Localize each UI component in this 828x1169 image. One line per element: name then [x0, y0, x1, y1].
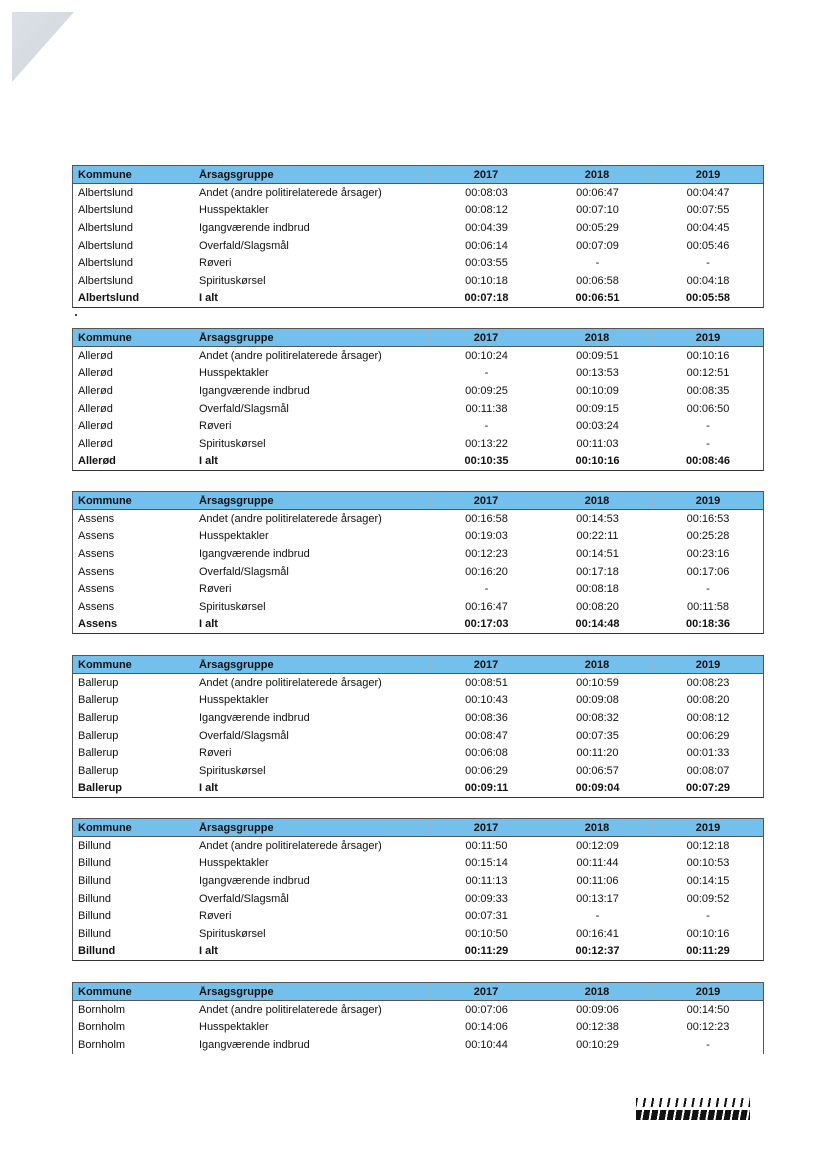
cell-2019: -: [706, 437, 710, 450]
cell-aarsagsgruppe: I alt: [199, 292, 218, 305]
cell-aarsagsgruppe: Andet (andre politirelaterede årsager): [199, 349, 382, 362]
header-kommune: Kommune: [73, 659, 196, 671]
cell-2019: 00:01:33: [686, 747, 730, 760]
table-row: [73, 580, 763, 598]
cell-kommune: Assens: [78, 618, 118, 631]
cell-2018: 00:06:51: [575, 292, 620, 305]
cell-2019: 00:10:53: [686, 857, 730, 870]
cell-kommune: Allerød: [78, 402, 113, 415]
cell-2017: 00:08:36: [465, 711, 508, 724]
header-kommune: Kommune: [73, 332, 196, 344]
table-row: [73, 237, 763, 255]
table-row: [73, 254, 763, 272]
cell-2018: 00:06:57: [576, 764, 619, 777]
header-year: 2017: [431, 986, 542, 998]
cell-aarsagsgruppe: Andet (andre politirelaterede årsager): [199, 1003, 382, 1016]
table-row: [73, 907, 763, 925]
kommune-table: [72, 165, 764, 308]
cell-kommune: Albertslund: [78, 239, 134, 252]
cell-aarsagsgruppe: Røveri: [199, 583, 232, 596]
cell-2017: 00:08:47: [465, 729, 508, 742]
cell-kommune: Assens: [78, 600, 115, 613]
table-row: [73, 692, 763, 710]
cell-2018: 00:12:38: [576, 1021, 619, 1034]
cell-kommune: Billund: [78, 857, 112, 870]
cell-kommune: Ballerup: [78, 747, 119, 760]
cell-2018: 00:06:58: [576, 274, 619, 287]
cell-2018: 00:13:17: [576, 892, 619, 905]
total-row: [73, 943, 763, 961]
cell-2019: 00:08:07: [686, 764, 730, 777]
cell-kommune: Assens: [78, 565, 115, 578]
cell-aarsagsgruppe: I alt: [199, 455, 218, 468]
cell-aarsagsgruppe: Røveri: [199, 257, 232, 270]
table-header: [73, 983, 763, 1001]
cell-2018: 00:12:37: [575, 945, 620, 958]
cell-kommune: Albertslund: [78, 186, 134, 199]
cell-2017: -: [484, 583, 489, 596]
cell-2017: 00:13:22: [465, 437, 508, 450]
cell-aarsagsgruppe: Husspektakler: [199, 204, 269, 217]
cell-2017: -: [484, 420, 489, 433]
kommune-table: [72, 491, 764, 634]
cell-kommune: Assens: [78, 512, 115, 525]
header-aarsagsgruppe: Årsagsgruppe: [196, 986, 431, 998]
cell-aarsagsgruppe: Husspektakler: [199, 1021, 269, 1034]
header-aarsagsgruppe: Årsagsgruppe: [196, 169, 431, 181]
cell-aarsagsgruppe: Igangværende indbrud: [199, 384, 310, 397]
total-row: [73, 780, 763, 798]
cell-aarsagsgruppe: Igangværende indbrud: [199, 221, 310, 234]
header-year: 2019: [695, 494, 721, 507]
cell-aarsagsgruppe: Andet (andre politirelaterede årsager): [199, 186, 382, 199]
cell-2017: 00:11:50: [465, 839, 508, 852]
header-year: 2019: [695, 658, 721, 671]
cell-2018: 00:11:03: [576, 437, 619, 450]
header-year: 2017: [431, 822, 542, 834]
cell-2017: 00:15:14: [465, 857, 508, 870]
cell-2017: 00:10:24: [465, 349, 508, 362]
cell-kommune: Allerød: [78, 367, 113, 380]
cell-kommune: Ballerup: [78, 711, 119, 724]
table-row: [73, 202, 763, 220]
header-year: 2019: [695, 985, 721, 998]
cell-kommune: Ballerup: [78, 676, 119, 689]
cell-kommune: Billund: [78, 874, 112, 887]
header-year: 2018: [542, 169, 653, 181]
cell-2019: 00:05:46: [686, 239, 730, 252]
header-aarsagsgruppe: Årsagsgruppe: [196, 332, 431, 344]
cell-kommune: Assens: [78, 583, 115, 596]
table-header: [73, 819, 763, 837]
cell-2017: 00:12:23: [465, 547, 508, 560]
cell-2019: 00:16:53: [686, 512, 730, 525]
cell-2018: 00:09:51: [576, 349, 619, 362]
cell-2018: 00:08:20: [576, 600, 619, 613]
cell-2019: 00:23:16: [686, 547, 730, 560]
cell-2019: 00:14:50: [686, 1003, 730, 1016]
cell-kommune: Albertslund: [78, 257, 134, 270]
cell-2017: 00:16:47: [465, 600, 508, 613]
page-corner-fold: [12, 12, 74, 82]
cell-2017: 00:09:33: [465, 892, 508, 905]
cell-2019: 00:08:23: [686, 676, 730, 689]
cell-2018: 00:16:41: [576, 927, 619, 940]
cell-kommune: Billund: [78, 945, 116, 958]
cell-kommune: Allerød: [78, 437, 113, 450]
table-row: [73, 563, 763, 581]
cell-2019: -: [706, 910, 710, 923]
cell-2019: 00:08:20: [686, 694, 730, 707]
table-row: [73, 400, 763, 418]
header-year: 2017: [431, 659, 542, 671]
cell-aarsagsgruppe: Andet (andre politirelaterede årsager): [199, 512, 382, 525]
cell-2019: 00:10:16: [686, 349, 730, 362]
cell-kommune: Bornholm: [78, 1038, 126, 1051]
cell-2019: 00:06:50: [686, 402, 730, 415]
table-row: [73, 184, 763, 202]
cell-2017: 00:07:18: [464, 292, 509, 305]
table-row: [73, 727, 763, 745]
cell-2017: 00:16:58: [465, 512, 508, 525]
cell-aarsagsgruppe: Spirituskørsel: [199, 764, 266, 777]
header-year: 2018: [542, 822, 653, 834]
cell-aarsagsgruppe: Røveri: [199, 910, 232, 923]
header-aarsagsgruppe: Årsagsgruppe: [196, 495, 431, 507]
cell-2019: 00:06:29: [686, 729, 730, 742]
cell-2019: 00:04:18: [686, 274, 730, 287]
cell-2018: 00:08:32: [576, 711, 619, 724]
cell-aarsagsgruppe: Spirituskørsel: [199, 437, 266, 450]
table-row: [73, 510, 763, 528]
cell-2017: 00:04:39: [465, 221, 508, 234]
cell-2018: 00:07:09: [576, 239, 619, 252]
cell-2018: 00:07:10: [576, 204, 619, 217]
cell-2019: 00:05:58: [685, 292, 731, 305]
cell-2019: 00:07:55: [686, 204, 730, 217]
cell-2019: 00:17:06: [686, 565, 730, 578]
cell-aarsagsgruppe: Spirituskørsel: [199, 927, 266, 940]
cell-aarsagsgruppe: Igangværende indbrud: [199, 711, 310, 724]
cell-2018: 00:07:35: [576, 729, 619, 742]
table-row: [73, 598, 763, 616]
cell-aarsagsgruppe: Røveri: [199, 747, 232, 760]
cell-kommune: Assens: [78, 530, 115, 543]
kommune-table: [72, 982, 764, 1054]
cell-2019: 00:10:16: [686, 927, 730, 940]
header-year: 2017: [431, 169, 542, 181]
scan-speck: [75, 314, 77, 316]
table-row: [73, 365, 763, 383]
cell-kommune: Allerød: [78, 455, 116, 468]
cell-2018: 00:09:08: [576, 694, 619, 707]
cell-kommune: Ballerup: [78, 782, 123, 795]
table-row: [73, 382, 763, 400]
cell-2019: 00:09:52: [686, 892, 730, 905]
table-row: [73, 674, 763, 692]
cell-2018: 00:14:53: [576, 512, 619, 525]
cell-2017: -: [484, 367, 489, 380]
cell-2018: 00:05:29: [576, 221, 619, 234]
table-row: [73, 855, 763, 873]
table-row: [73, 709, 763, 727]
cell-2017: 00:10:35: [464, 455, 509, 468]
header-year: 2018: [542, 659, 653, 671]
cell-2018: 00:09:04: [575, 782, 620, 795]
cell-aarsagsgruppe: Overfald/Slagsmål: [199, 565, 289, 578]
header-kommune: Kommune: [73, 822, 196, 834]
cell-2018: 00:10:09: [576, 384, 619, 397]
table-header: [73, 656, 763, 674]
cell-2017: 00:07:06: [465, 1003, 508, 1016]
cell-2017: 00:09:25: [465, 384, 508, 397]
cell-kommune: Bornholm: [78, 1021, 126, 1034]
cell-2017: 00:19:03: [465, 530, 508, 543]
cell-2018: 00:09:15: [576, 402, 619, 415]
cell-2018: 00:10:16: [575, 455, 620, 468]
cell-2019: 00:08:35: [686, 384, 730, 397]
header-kommune: Kommune: [73, 495, 196, 507]
cell-2019: 00:08:46: [685, 455, 731, 468]
cell-2017: 00:07:31: [465, 910, 508, 923]
table-row: [73, 1036, 763, 1054]
cell-aarsagsgruppe: Husspektakler: [199, 857, 269, 870]
header-year: 2018: [542, 495, 653, 507]
table-row: [73, 890, 763, 908]
header-year: 2017: [431, 495, 542, 507]
cell-2019: -: [706, 257, 710, 270]
total-row: [73, 616, 763, 634]
barcode-stamp: [636, 1098, 750, 1120]
cell-kommune: Albertslund: [78, 204, 134, 217]
cell-2017: 00:08:12: [465, 204, 508, 217]
cell-2019: 00:07:29: [685, 782, 731, 795]
cell-2018: 00:11:06: [576, 874, 619, 887]
cell-2019: 00:12:18: [686, 839, 730, 852]
cell-2019: 00:12:51: [686, 367, 730, 380]
table-header: [73, 492, 763, 510]
header-year: 2019: [695, 168, 721, 181]
table-row: [73, 417, 763, 435]
cell-aarsagsgruppe: Overfald/Slagsmål: [199, 239, 289, 252]
cell-2017: 00:10:18: [465, 274, 508, 287]
cell-2017: 00:10:44: [465, 1038, 508, 1051]
cell-2017: 00:16:20: [465, 565, 508, 578]
header-kommune: Kommune: [73, 986, 196, 998]
cell-aarsagsgruppe: Overfald/Slagsmål: [199, 402, 289, 415]
cell-2017: 00:17:03: [464, 618, 509, 631]
cell-kommune: Ballerup: [78, 764, 119, 777]
table-row: [73, 872, 763, 890]
table-row: [73, 219, 763, 237]
cell-aarsagsgruppe: Røveri: [199, 420, 232, 433]
cell-aarsagsgruppe: I alt: [199, 618, 218, 631]
cell-2019: 00:04:47: [686, 186, 730, 199]
cell-aarsagsgruppe: Spirituskørsel: [199, 274, 266, 287]
cell-2019: 00:08:12: [686, 711, 730, 724]
cell-aarsagsgruppe: Spirituskørsel: [199, 600, 266, 613]
cell-aarsagsgruppe: Overfald/Slagsmål: [199, 729, 289, 742]
header-aarsagsgruppe: Årsagsgruppe: [196, 822, 431, 834]
cell-kommune: Billund: [78, 892, 112, 905]
cell-2017: 00:11:29: [464, 945, 509, 958]
cell-kommune: Billund: [78, 927, 112, 940]
cell-aarsagsgruppe: Igangværende indbrud: [199, 1038, 310, 1051]
header-year: 2018: [542, 332, 653, 344]
cell-kommune: Albertslund: [78, 292, 140, 305]
cell-kommune: Billund: [78, 839, 112, 852]
cell-2018: 00:17:18: [576, 565, 619, 578]
header-aarsagsgruppe: Årsagsgruppe: [196, 659, 431, 671]
cell-aarsagsgruppe: I alt: [199, 782, 218, 795]
cell-kommune: Ballerup: [78, 729, 119, 742]
cell-2017: 00:08:51: [465, 676, 508, 689]
table-row: [73, 1019, 763, 1037]
header-year: 2017: [431, 332, 542, 344]
cell-2018: 00:11:20: [576, 747, 619, 760]
cell-2017: 00:08:03: [465, 186, 508, 199]
cell-2017: 00:06:14: [465, 239, 508, 252]
cell-kommune: Ballerup: [78, 694, 119, 707]
cell-2018: 00:10:59: [576, 676, 619, 689]
total-row: [73, 453, 763, 471]
cell-kommune: Allerød: [78, 349, 113, 362]
cell-2018: 00:14:51: [576, 547, 619, 560]
cell-2018: 00:08:18: [576, 583, 619, 596]
cell-2019: 00:04:45: [686, 221, 730, 234]
cell-2019: 00:25:28: [686, 530, 730, 543]
cell-2019: -: [706, 420, 710, 433]
cell-2017: 00:11:38: [465, 402, 508, 415]
cell-2019: -: [706, 1038, 710, 1051]
cell-2018: -: [595, 257, 600, 270]
cell-2017: 00:10:43: [465, 694, 508, 707]
cell-2017: 00:11:13: [465, 874, 508, 887]
header-kommune: Kommune: [73, 169, 196, 181]
header-year: 2018: [542, 986, 653, 998]
table-header: [73, 166, 763, 184]
cell-2019: 00:11:58: [686, 600, 729, 613]
table-row: [73, 528, 763, 546]
cell-aarsagsgruppe: Andet (andre politirelaterede årsager): [199, 676, 382, 689]
cell-2018: 00:13:53: [576, 367, 619, 380]
cell-2018: 00:12:09: [576, 839, 619, 852]
cell-kommune: Bornholm: [78, 1003, 126, 1016]
kommune-table: [72, 655, 764, 798]
cell-2017: 00:09:11: [464, 782, 509, 795]
cell-2018: 00:14:48: [575, 618, 620, 631]
cell-2019: 00:14:15: [686, 874, 730, 887]
table-row: [73, 435, 763, 453]
cell-2019: 00:12:23: [686, 1021, 730, 1034]
cell-2018: 00:09:06: [576, 1003, 619, 1016]
cell-2018: 00:10:29: [576, 1038, 619, 1051]
cell-aarsagsgruppe: Husspektakler: [199, 367, 269, 380]
table-header: [73, 329, 763, 347]
table-row: [73, 1001, 763, 1019]
cell-aarsagsgruppe: I alt: [199, 945, 218, 958]
header-year: 2019: [695, 821, 721, 834]
table-row: [73, 837, 763, 855]
cell-2017: 00:06:08: [465, 747, 508, 760]
cell-2018: 00:22:11: [576, 530, 619, 543]
cell-2019: 00:11:29: [686, 945, 730, 958]
table-row: [73, 744, 763, 762]
cell-2017: 00:06:29: [465, 764, 508, 777]
cell-aarsagsgruppe: Husspektakler: [199, 694, 269, 707]
kommune-table: [72, 328, 764, 471]
total-row: [73, 290, 763, 308]
table-row: [73, 762, 763, 780]
cell-kommune: Albertslund: [78, 274, 134, 287]
cell-kommune: Allerød: [78, 420, 113, 433]
cell-kommune: Billund: [78, 910, 112, 923]
table-row: [73, 272, 763, 290]
table-row: [73, 545, 763, 563]
cell-kommune: Allerød: [78, 384, 113, 397]
cell-kommune: Albertslund: [78, 221, 134, 234]
cell-2017: 00:03:55: [465, 257, 508, 270]
table-row: [73, 347, 763, 365]
kommune-table: [72, 818, 764, 961]
header-year: 2019: [695, 331, 721, 344]
cell-2019: -: [706, 583, 710, 596]
cell-aarsagsgruppe: Husspektakler: [199, 530, 269, 543]
cell-aarsagsgruppe: Overfald/Slagsmål: [199, 892, 289, 905]
table-row: [73, 925, 763, 943]
cell-aarsagsgruppe: Igangværende indbrud: [199, 547, 310, 560]
cell-aarsagsgruppe: Igangværende indbrud: [199, 874, 310, 887]
cell-2018: 00:03:24: [576, 420, 619, 433]
cell-2019: 00:18:36: [685, 618, 731, 631]
cell-2017: 00:10:50: [465, 927, 508, 940]
cell-kommune: Assens: [78, 547, 115, 560]
cell-2018: -: [595, 910, 600, 923]
cell-2018: 00:06:47: [576, 186, 619, 199]
cell-2018: 00:11:44: [576, 857, 619, 870]
cell-2017: 00:14:06: [465, 1021, 508, 1034]
cell-aarsagsgruppe: Andet (andre politirelaterede årsager): [199, 839, 382, 852]
